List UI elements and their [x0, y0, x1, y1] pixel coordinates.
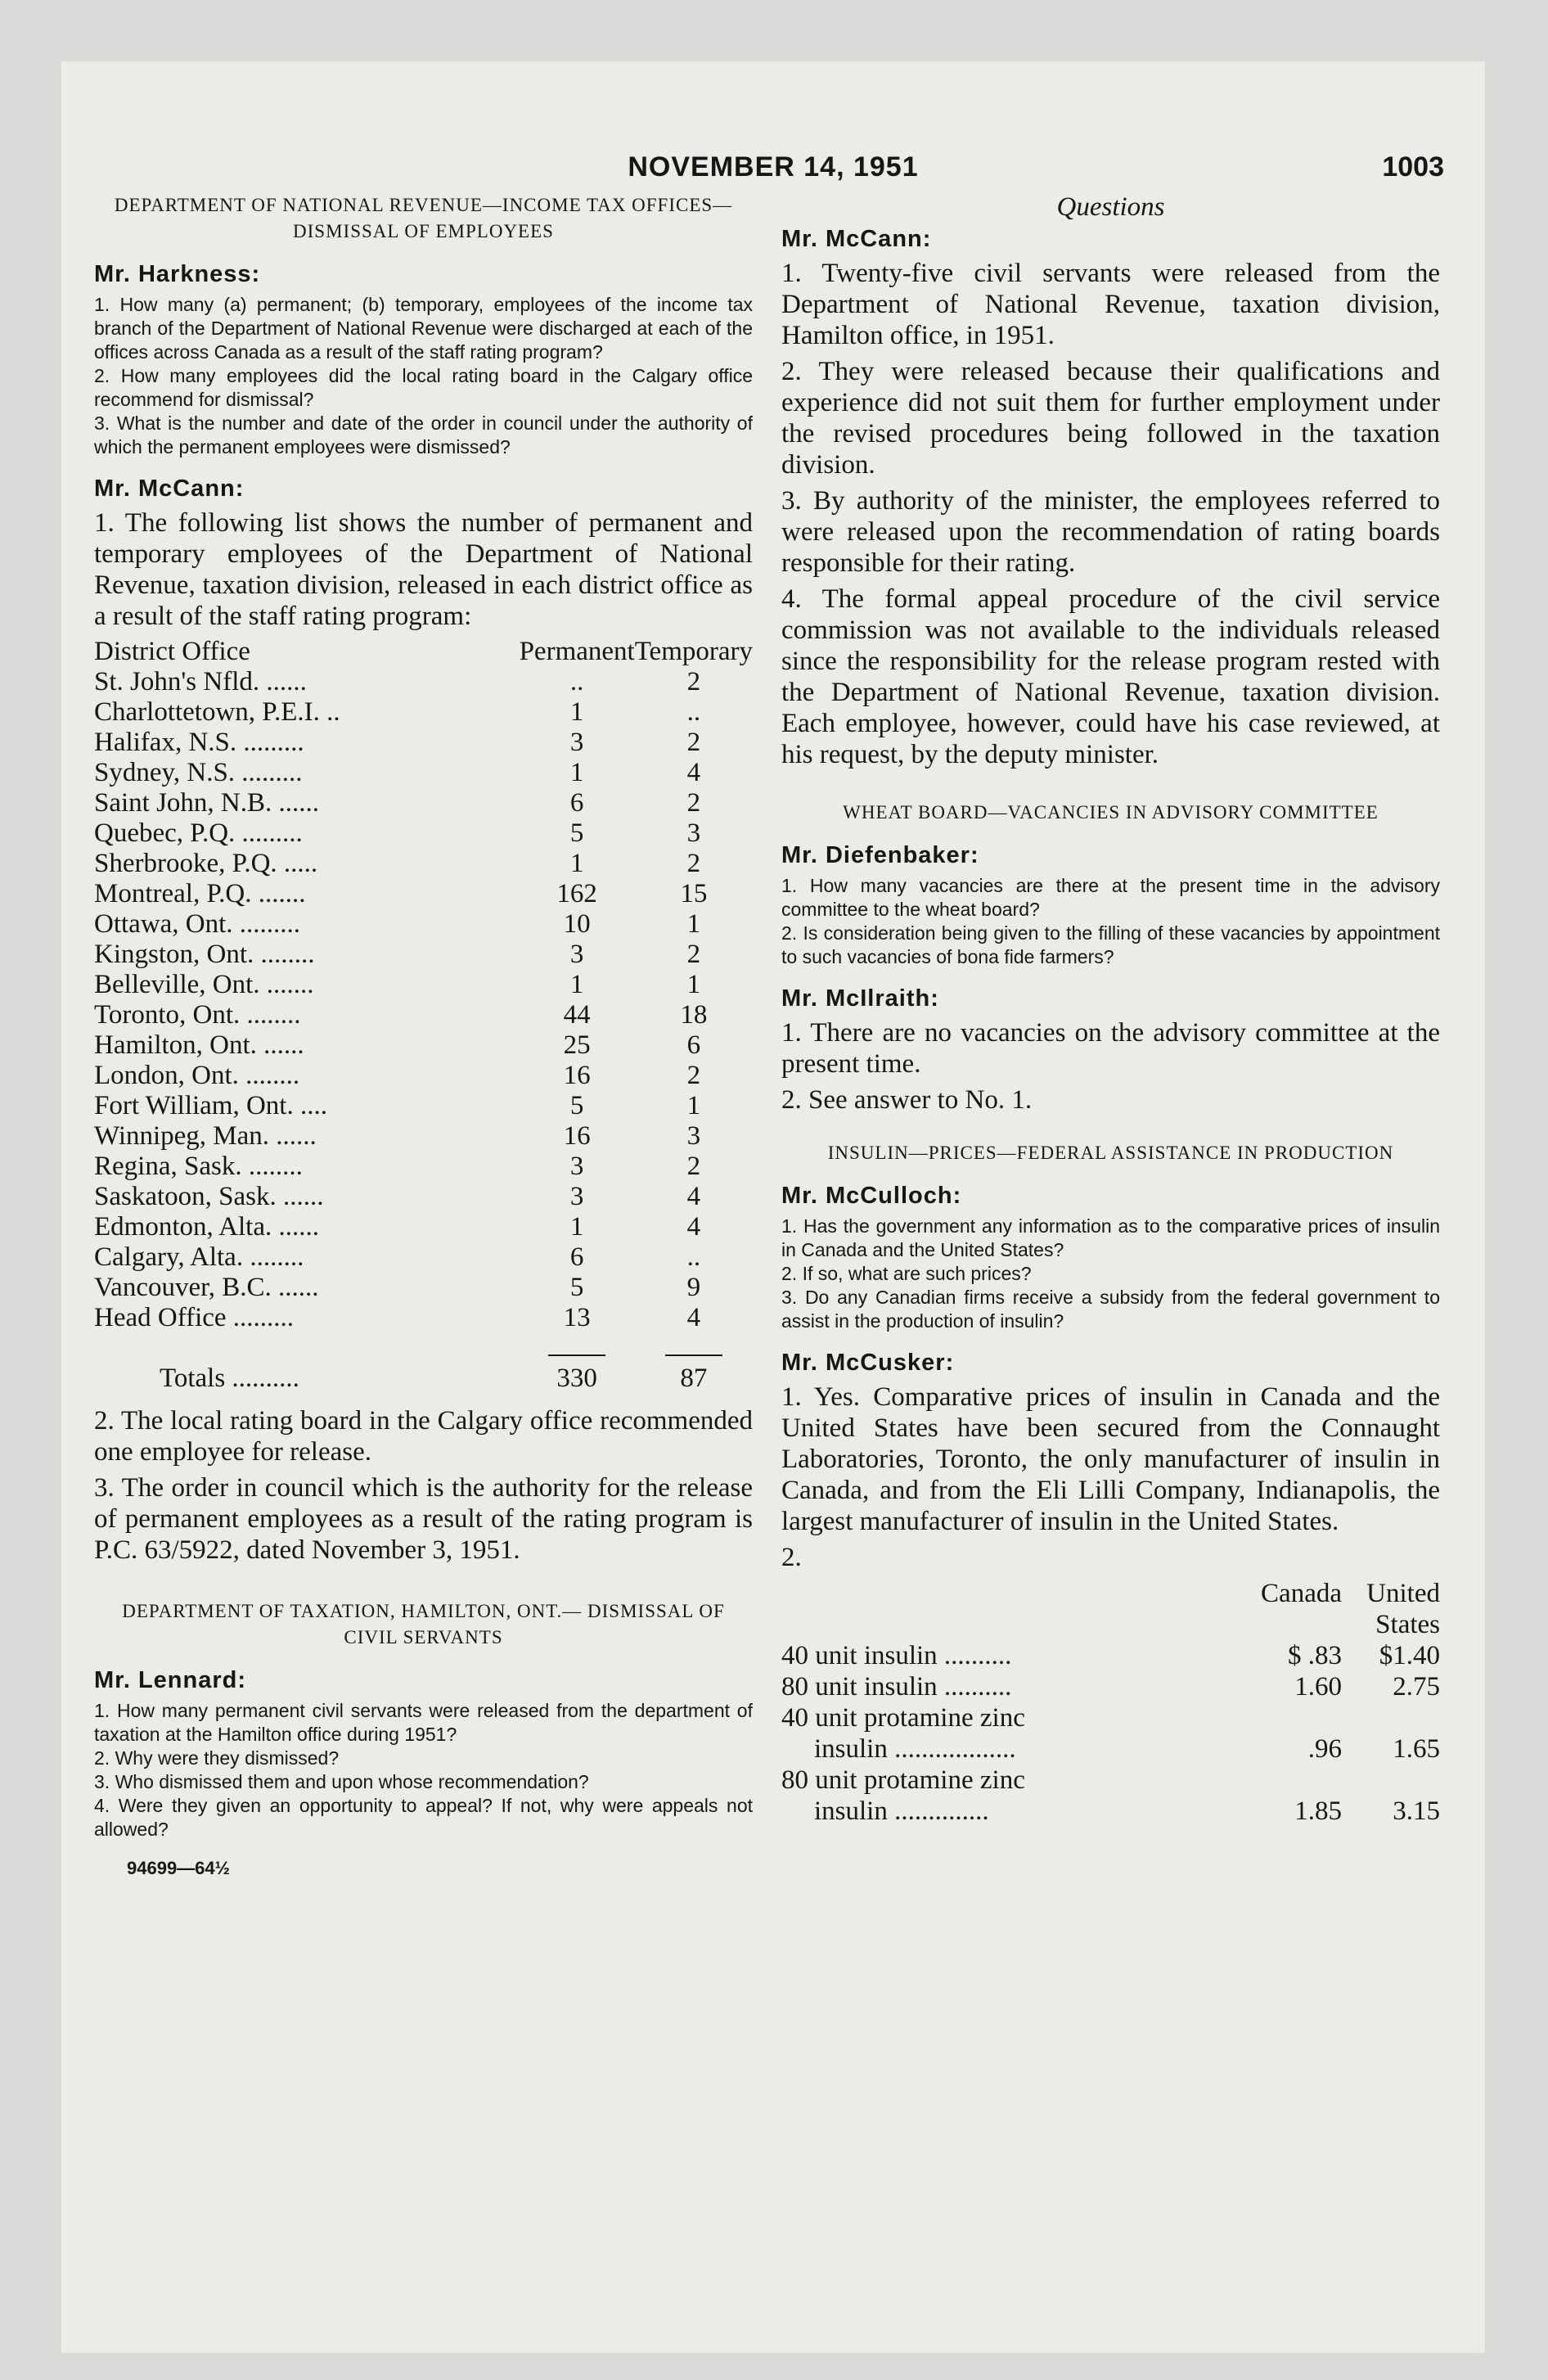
answer: 2. They were released because their qualifications and experience did not suit them for further employment under the revised procedures being followed in the taxation division. [781, 357, 1440, 480]
insulin-item-cell: insulin .................. [814, 1734, 1016, 1764]
table-row [781, 1702, 1440, 1733]
insulin-item-cell: 40 unit protamine zinc [781, 1703, 1025, 1733]
permanent-cell: 16 [563, 1061, 591, 1090]
total-rule [665, 1355, 722, 1356]
question: 4. Were they given an opportunity to appeal? If not, why were appeals not allowed? [94, 1795, 753, 1840]
question: 3. What is the number and date of the order in council under the authority of which the permanent employees were dismissed? [94, 412, 753, 458]
question: 3. Do any Canadian firms receive a subsidy from the federal government to assist in the production of insulin? [781, 1287, 1440, 1332]
temporary-cell: 2 [686, 728, 701, 757]
section-heading: INSULIN—PRICES—FEDERAL ASSISTANCE IN PRODUCTION [827, 1143, 1394, 1163]
answer: 1. The following list shows the number of permanent and temporary employees of the Department of National Revenue, taxation division, released in each district office as a result of the staff rating program: [94, 508, 753, 631]
district-office-cell: Charlottetown, P.E.I. .. [94, 697, 340, 727]
canada-price-cell: $ .83 [1288, 1641, 1342, 1670]
table-row [94, 667, 753, 697]
temporary-cell: 15 [680, 879, 708, 908]
permanent-cell: 3 [569, 728, 584, 757]
permanent-cell: 3 [569, 1152, 584, 1181]
district-office-cell: Fort William, Ont. .... [94, 1091, 327, 1120]
table-row [94, 697, 753, 728]
table-totals-row [94, 1364, 753, 1394]
canada-price-cell [1235, 1765, 1342, 1796]
permanent-cell: 162 [556, 879, 597, 908]
temporary-cell: .. [686, 1242, 701, 1272]
table-header-row [94, 637, 753, 667]
table-row [94, 788, 753, 818]
district-office-cell: Belleville, Ont. ....... [94, 970, 314, 999]
temporary-cell: 2 [686, 667, 701, 696]
table-row [781, 1765, 1440, 1796]
table-row [94, 909, 753, 940]
temporary-cell: 6 [686, 1030, 701, 1060]
total-rule [548, 1355, 605, 1356]
temporary-cell: 3 [686, 818, 701, 848]
district-office-cell: Hamilton, Ont. ...... [94, 1030, 304, 1060]
us-price-cell [1342, 1765, 1440, 1796]
section-heading: DEPARTMENT OF NATIONAL REVENUE—INCOME TAX OFFICES—DISMISSAL OF EMPLOYEES [114, 195, 733, 241]
temporary-cell: 2 [686, 940, 701, 969]
us-price-cell: 3.15 [1393, 1796, 1440, 1826]
table-row [94, 758, 753, 788]
answer: 2. See answer to No. 1. [781, 1085, 1033, 1115]
temporary-cell: 4 [686, 1182, 701, 1211]
insulin-item-cell: 80 unit protamine zinc [781, 1765, 1025, 1795]
district-office-cell: Kingston, Ont. ........ [94, 940, 315, 969]
district-office-cell: Toronto, Ont. ........ [94, 1000, 301, 1030]
table-row [781, 1796, 1440, 1827]
speaker-name: Mr. McIlraith: [781, 985, 939, 1012]
print-mark: 94699—64½ [127, 1858, 230, 1878]
district-office-cell: Head Office ......... [94, 1303, 295, 1332]
table-row [94, 1273, 753, 1303]
canada-price-cell: .96 [1307, 1734, 1342, 1764]
column-title: Questions [1056, 192, 1165, 222]
temporary-cell: 2 [686, 849, 701, 878]
permanent-cell: 1 [569, 1212, 584, 1242]
answer: 2. The local rating board in the Calgary office recommended one employee for release. [94, 1406, 753, 1467]
question: 1. How many permanent civil servants were released from the department of taxation at the Hamilton office during 1951? [94, 1700, 753, 1745]
table-row [94, 1152, 753, 1182]
question: 3. Who dismissed them and upon whose recommendation? [94, 1771, 589, 1792]
temporary-cell: 1 [686, 970, 701, 999]
section-heading: WHEAT BOARD—VACANCIES IN ADVISORY COMMITTEE [843, 802, 1379, 823]
temporary-cell: 4 [686, 1212, 701, 1242]
answer: 3. By authority of the minister, the employees referred to were released upon the recommendation of rating boards responsible for their rating. [781, 486, 1440, 578]
answer: 1. Yes. Comparative prices of insulin in Canada and the United States have been secured from the Connaught Laboratories, Toronto, the only manufacturer of insulin in Canada, and from the Eli Lilli Company, Indianapolis, the largest manufacturer of insulin in the United States. [781, 1382, 1440, 1536]
permanent-cell: 16 [563, 1121, 591, 1151]
district-office-cell: Halifax, N.S. ......... [94, 728, 304, 757]
district-office-cell: London, Ont. ........ [94, 1061, 300, 1090]
temporary-cell: 9 [686, 1273, 701, 1302]
totals-temporary: 87 [680, 1364, 708, 1393]
district-office-cell: Calgary, Alta. ........ [94, 1242, 304, 1272]
insulin-item-cell: 40 unit insulin .......... [781, 1641, 1012, 1670]
question: 1. How many vacancies are there at the present time in the advisory committee to the wheat board? [781, 875, 1440, 920]
permanent-cell: 6 [569, 1242, 584, 1272]
temporary-cell: 1 [686, 909, 701, 939]
left-column [94, 192, 753, 1879]
totals-label: Totals .......... [160, 1364, 299, 1393]
temporary-cell: .. [686, 697, 701, 727]
speaker-name: Mr. Diefenbaker: [781, 842, 979, 868]
temporary-cell: 2 [686, 1152, 701, 1181]
section-heading: DEPARTMENT OF TAXATION, HAMILTON, ONT.— DISMISSAL OF CIVIL SERVANTS [122, 1601, 725, 1648]
column-header: District Office [94, 637, 250, 666]
district-office-cell: St. John's Nfld. ...... [94, 667, 307, 696]
table-row [94, 1303, 753, 1333]
permanent-cell: .. [569, 667, 584, 696]
hansard-page [61, 61, 1485, 2353]
answer: 4. The formal appeal procedure of the civil service commission was not available to the individuals released since the responsibility for the release program rested with the Department of National Revenue, taxation division. Each employee, however, could have his case reviewed, at his request, by the deputy minister. [781, 584, 1440, 769]
district-office-cell: Ottawa, Ont. ......... [94, 909, 301, 939]
page-number: 1003 [1382, 151, 1444, 183]
district-office-table [94, 637, 753, 1394]
totals-permanent: 330 [556, 1364, 597, 1393]
permanent-cell: 13 [563, 1303, 591, 1332]
permanent-cell: 44 [563, 1000, 591, 1030]
canada-price-cell: 1.60 [1294, 1672, 1342, 1702]
us-price-cell: 1.65 [1393, 1734, 1440, 1764]
table-row [94, 970, 753, 1000]
speaker-name: Mr. McCann: [781, 226, 932, 252]
table-row [94, 879, 753, 909]
table-row [94, 1000, 753, 1030]
district-office-cell: Montreal, P.Q. ....... [94, 879, 306, 908]
table-row [94, 1212, 753, 1242]
permanent-cell: 5 [569, 1273, 584, 1302]
permanent-cell: 3 [569, 940, 584, 969]
permanent-cell: 25 [563, 1030, 591, 1060]
temporary-cell: 4 [686, 758, 701, 787]
column-header: Temporary [634, 637, 753, 666]
question: 2. If so, what are such prices? [781, 1263, 1032, 1284]
table-row [94, 818, 753, 849]
district-office-cell: Winnipeg, Man. ...... [94, 1121, 317, 1151]
table-row [781, 1640, 1440, 1671]
temporary-cell: 4 [686, 1303, 701, 1332]
canada-price-cell [1235, 1702, 1342, 1733]
table-row [94, 849, 753, 879]
page-date: NOVEMBER 14, 1951 [628, 151, 919, 183]
district-office-cell: Edmonton, Alta. ...... [94, 1212, 319, 1242]
table-row [94, 728, 753, 758]
table-row [94, 1242, 753, 1273]
question: 1. Has the government any information as to the comparative prices of insulin in Canada and the United States? [781, 1215, 1440, 1260]
speaker-name: Mr. McCann: [94, 476, 245, 502]
question: 2. Why were they dismissed? [94, 1747, 340, 1769]
answer: 1. Twenty-five civil servants were released from the Department of National Revenue, taxation division, Hamilton office, in 1951. [781, 259, 1440, 350]
permanent-cell: 1 [569, 970, 584, 999]
temporary-cell: 1 [686, 1091, 701, 1120]
table-row [94, 1061, 753, 1091]
table-row [94, 940, 753, 970]
speaker-name: Mr. Lennard: [94, 1667, 247, 1693]
speaker-name: Mr. Harkness: [94, 261, 261, 287]
insulin-price-table [781, 1578, 1440, 1827]
column-header: Canada [1261, 1579, 1342, 1608]
temporary-cell: 18 [680, 1000, 708, 1030]
column-header: United States [1366, 1579, 1440, 1639]
right-column [781, 192, 1440, 1827]
question: 2. Is consideration being given to the filling of these vacancies by appointment to such vacancies of bona fide farmers? [781, 922, 1440, 967]
table-row [94, 1030, 753, 1061]
question: 1. How many (a) permanent; (b) temporary, employees of the income tax branch of the Department of National Revenue were discharged at each of the offices across Canada as a result of the staff rating program? [94, 294, 753, 363]
district-office-cell: Sydney, N.S. ......... [94, 758, 303, 787]
permanent-cell: 5 [569, 818, 584, 848]
district-office-cell: Saint John, N.B. ...... [94, 788, 320, 818]
table-row [781, 1733, 1440, 1765]
permanent-cell: 1 [569, 758, 584, 787]
temporary-cell: 3 [686, 1121, 701, 1151]
permanent-cell: 1 [569, 849, 584, 878]
table-row [781, 1671, 1440, 1702]
table-header-row [781, 1578, 1440, 1640]
answer: 2. [781, 1543, 802, 1572]
table-row [94, 1121, 753, 1152]
district-office-cell: Regina, Sask. ........ [94, 1152, 303, 1181]
permanent-cell: 1 [569, 697, 584, 727]
question: 2. How many employees did the local rating board in the Calgary office recommend for dismissal? [94, 365, 753, 410]
us-price-cell: 2.75 [1393, 1672, 1440, 1702]
speaker-name: Mr. McCulloch: [781, 1183, 962, 1209]
table-row [94, 1182, 753, 1212]
table-rule-row [94, 1333, 753, 1364]
insulin-item-cell: 80 unit insulin .......... [781, 1672, 1012, 1702]
table-row [94, 1091, 753, 1121]
district-office-cell: Saskatoon, Sask. ...... [94, 1182, 324, 1211]
temporary-cell: 2 [686, 788, 701, 818]
permanent-cell: 3 [569, 1182, 584, 1211]
district-office-cell: Sherbrooke, P.Q. ..... [94, 849, 318, 878]
us-price-cell [1342, 1702, 1440, 1733]
permanent-cell: 6 [569, 788, 584, 818]
speaker-name: Mr. McCusker: [781, 1350, 955, 1376]
answer: 3. The order in council which is the authority for the release of permanent employees as a result of the rating program is P.C. 63/5922, dated November 3, 1951. [94, 1473, 753, 1565]
answer: 1. There are no vacancies on the advisory committee at the present time. [781, 1018, 1440, 1079]
us-price-cell: $1.40 [1379, 1641, 1440, 1670]
column-header: Permanent [519, 637, 635, 666]
district-office-cell: Quebec, P.Q. ......... [94, 818, 303, 848]
canada-price-cell: 1.85 [1294, 1796, 1342, 1826]
permanent-cell: 5 [569, 1091, 584, 1120]
temporary-cell: 2 [686, 1061, 701, 1090]
district-office-cell: Vancouver, B.C. ...... [94, 1273, 319, 1302]
insulin-item-cell: insulin .............. [814, 1796, 989, 1826]
permanent-cell: 10 [563, 909, 591, 939]
